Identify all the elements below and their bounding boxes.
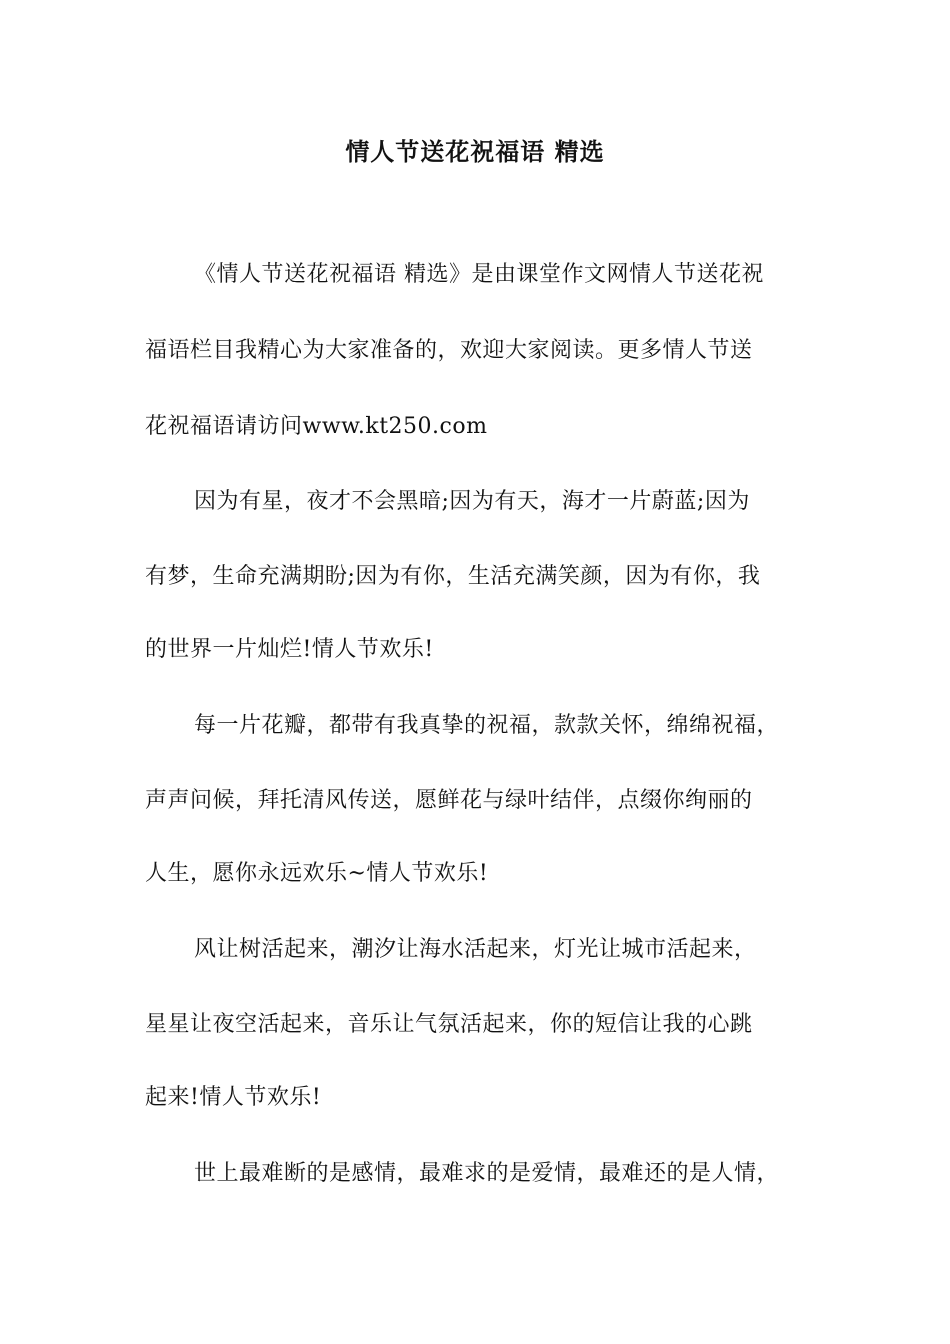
- paragraph-4-line-1: 风让树活起来，潮汐让海水活起来，灯光让城市活起来，: [194, 937, 757, 962]
- paragraph-1-line-2: 福语栏目我精心为大家准备的，欢迎大家阅读。更多情人节送: [145, 338, 753, 363]
- paragraph-2-line-2: 有梦，生命充满期盼;因为有你，生活充满笑颜，因为有你，我: [145, 564, 761, 589]
- paragraph-4-line-2: 星星让夜空活起来，音乐让气氛活起来，你的短信让我的心跳: [145, 1012, 753, 1037]
- paragraph-2-line-1: 因为有星，夜才不会黑暗;因为有天，海才一片蔚蓝;因为: [194, 489, 750, 514]
- paragraph-2-line-3: 的世界一片灿烂!情人节欢乐!: [145, 637, 434, 662]
- paragraph-1-line-3: 花祝福语请访问www.kt250.com: [145, 414, 488, 439]
- paragraph-4-line-3: 起来!情人节欢乐!: [145, 1085, 322, 1110]
- paragraph-5-line-1: 世上最难断的是感情，最难求的是爱情，最难还的是人情，: [194, 1161, 780, 1186]
- paragraph-3-line-3: 人生，愿你永远欢乐~情人节欢乐!: [145, 861, 489, 886]
- paragraph-3-line-1: 每一片花瓣，都带有我真挚的祝福，款款关怀，绵绵祝福，: [194, 713, 780, 738]
- paragraph-1-line-1: 《情人节送花祝福语 精选》是由课堂作文网情人节送花祝: [194, 262, 764, 287]
- page-title: 情人节送花祝福语 精选: [345, 137, 605, 166]
- paragraph-3-line-2: 声声问候，拜托清风传送，愿鲜花与绿叶结伴，点缀你绚丽的: [145, 788, 753, 813]
